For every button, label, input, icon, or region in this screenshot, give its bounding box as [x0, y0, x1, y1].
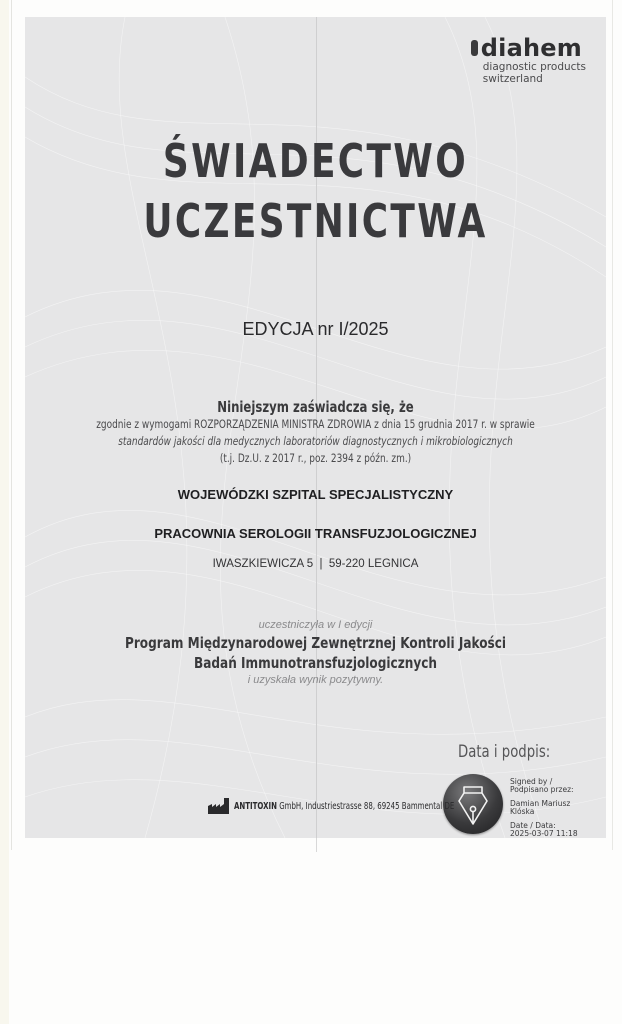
- factory-icon: [208, 798, 230, 814]
- edition-number: EDYCJA nr I/2025: [242, 319, 389, 339]
- signed-by-label: Signed by /: [510, 777, 553, 786]
- signature-date: 2025-03-07 11:18: [510, 829, 578, 838]
- date-label: Date / Data:: [510, 821, 556, 830]
- address: IWASZKIEWICZA 5 | 59-220 LEGNICA: [212, 558, 419, 570]
- scan-fold-line: [316, 838, 317, 852]
- signed-by-label: Podpisano przez:: [510, 785, 574, 794]
- manufacturer-address: GmbH, Industriestrasse 88, 69245 Bammental DE: [279, 800, 455, 812]
- scan-border-line-right: [612, 0, 613, 850]
- scan-border-line: [11, 0, 12, 850]
- brand-mark-icon: [471, 40, 478, 56]
- result-text: i uzyskała wynik pozytywny.: [247, 674, 384, 686]
- signature-label: Data i podpis:: [458, 742, 551, 762]
- legal-basis-text: zgodnie z wymogami ROZPORZĄDZENIA MINISTRA ZDROWIA z dnia 15 grudnia 2017 r. w sprawie: [96, 417, 535, 431]
- program-name: Badań Immunotransfuzjologicznych: [194, 654, 437, 672]
- scan-edge: [0, 0, 9, 1024]
- legal-basis-text: standardów jakości dla medycznych laboratoriów diagnostycznych i mikrobiologicznych: [118, 434, 513, 448]
- certificate-panel: [25, 17, 606, 838]
- brand-tagline: switzerland: [482, 73, 543, 85]
- manufacturer-info: [208, 798, 549, 814]
- department-name: PRACOWNIA SEROLOGII TRANSFUZJOLOGICZNEJ: [154, 526, 477, 541]
- manufacturer-name: ANTITOXIN: [234, 800, 277, 812]
- signer-name: Damian Mariusz: [510, 799, 571, 808]
- certificate-title: UCZESTNICTWA: [143, 194, 488, 248]
- brand-name: diahem: [480, 34, 582, 62]
- brand-tagline: diagnostic products: [482, 61, 586, 73]
- lead-text: Niniejszym zaświadcza się, że: [217, 398, 414, 416]
- legal-basis-text: (t.j. Dz.U. z 2017 r., poz. 2394 z późn. zm.): [219, 451, 412, 465]
- participation-text: uczestniczyła w I edycji: [258, 619, 373, 631]
- brand-logo: [471, 35, 586, 85]
- program-name: Program Międzynarodowej Zewnętrznej Kontroli Jakości: [124, 634, 507, 652]
- signer-name: Klóska: [510, 807, 535, 816]
- certificate-title: ŚWIADECTWO: [162, 134, 469, 188]
- institution-name: WOJEWÓDZKI SZPITAL SPECJALISTYCZNY: [177, 487, 454, 502]
